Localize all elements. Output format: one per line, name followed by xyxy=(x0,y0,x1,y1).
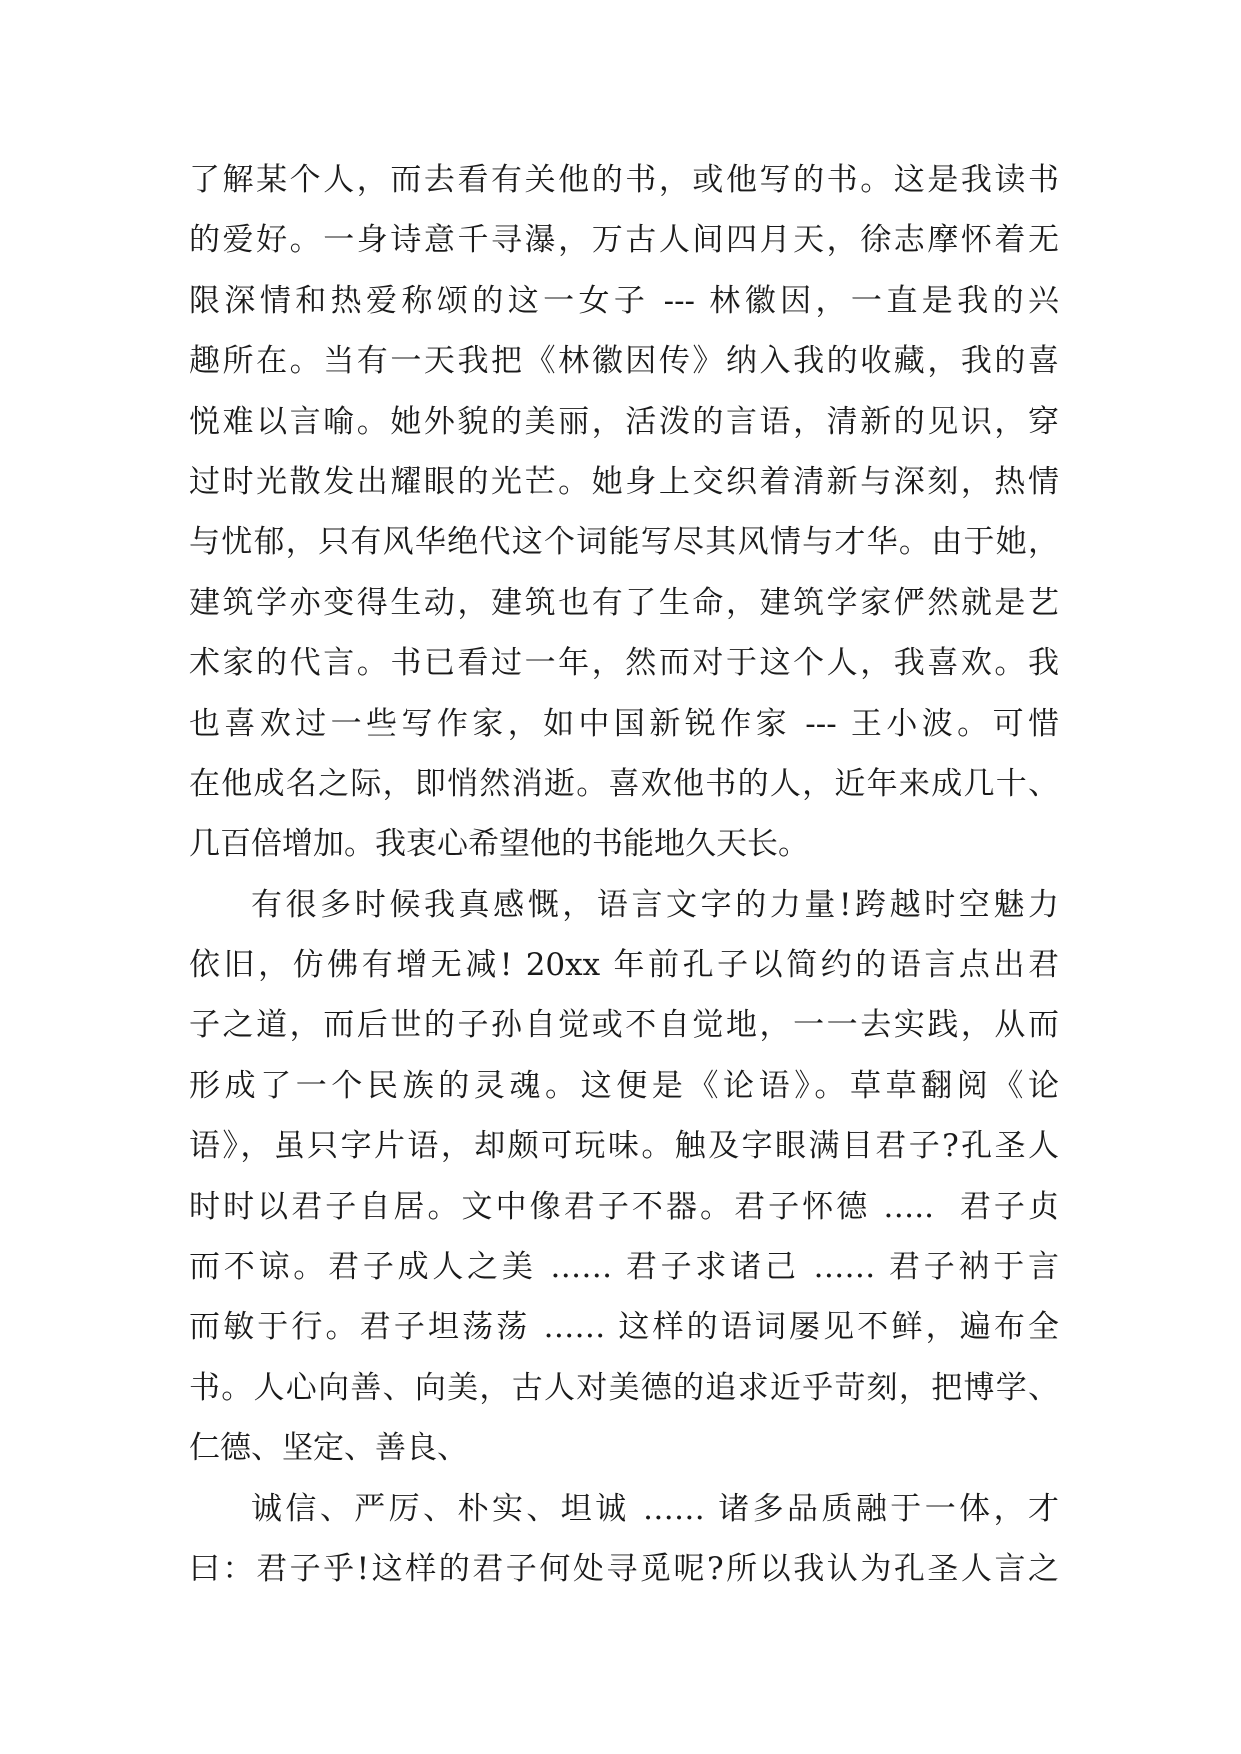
text-line: 在他成名之际，即悄然消逝。喜欢他书的人，近年来成几十、 xyxy=(189,765,1059,802)
text-line: 而敏于行。君子坦荡荡 …… 这样的语词屡见不鲜，遍布全 xyxy=(189,1309,1059,1346)
text-line: 曰：君子乎!这样的君子何处寻觅呢?所以我认为孔圣人言之 xyxy=(189,1550,1059,1587)
paragraph-1 xyxy=(189,150,1059,875)
text-line: 悦难以言喻。她外貌的美丽，活泼的言语，清新的见识，穿 xyxy=(189,403,1059,440)
text-line: 几百倍增加。我衷心希望他的书能地久天长。 xyxy=(189,826,809,863)
text-line: 了解某个人，而去看有关他的书，或他写的书。这是我读书 xyxy=(189,162,1059,198)
text-line: 依旧，仿佛有增无减! 20xx 年前孔子以简约的语言点出君 xyxy=(189,947,1059,984)
text-line: 有很多时候我真感慨，语言文字的力量!跨越时空魅力 xyxy=(251,886,1059,923)
text-line: 建筑学亦变得生动，建筑也有了生命，建筑学家俨然就是艺 xyxy=(189,584,1059,621)
text-line: 而不谅。君子成人之美 …… 君子求诸己 …… 君子衲于言 xyxy=(189,1249,1059,1286)
text-line: 术家的代言。书已看过一年，然而对于这个人，我喜欢。我 xyxy=(189,645,1059,682)
text-line: 语》，虽只字片语，却颇可玩味。触及字眼满目君子?孔圣人 xyxy=(189,1128,1059,1165)
text-line: 过时光散发出耀眼的光芒。她身上交织着清新与深刻，热情 xyxy=(189,463,1059,500)
text-line: 趣所在。当有一天我把《林徽因传》纳入我的收藏，我的喜 xyxy=(189,343,1059,380)
text-line: 仁德、坚定、善良、 xyxy=(189,1430,468,1467)
text-line: 限深情和热爱称颂的这一女子 --- 林徽因，一直是我的兴 xyxy=(189,282,1059,319)
text-line: 子之道，而后世的子孙自觉或不自觉地，一一去实践，从而 xyxy=(189,1007,1059,1044)
text-line: 时时以君子自居。文中像君子不器。君子怀德 ….. 君子贞 xyxy=(189,1188,1059,1225)
paragraph-3 xyxy=(189,1479,1059,1600)
text-line: 诚信、严厉、朴实、坦诚 …… 诸多品质融于一体，才 xyxy=(251,1490,1059,1527)
text-line: 也喜欢过一些写作家，如中国新锐作家 --- 王小波。可惜 xyxy=(189,705,1059,742)
text-line: 的爱好。一身诗意千寻瀑，万古人间四月天，徐志摩怀着无 xyxy=(189,222,1059,259)
paragraph-2 xyxy=(189,875,1059,1479)
text-line: 形成了一个民族的灵魂。这便是《论语》。草草翻阅《论 xyxy=(189,1067,1059,1104)
text-line: 与忧郁，只有风华绝代这个词能写尽其风情与才华。由于她， xyxy=(189,524,1059,561)
text-line: 书。人心向善、向美，古人对美德的追求近乎苛刻，把博学、 xyxy=(189,1369,1059,1406)
document-body xyxy=(189,150,1059,1599)
